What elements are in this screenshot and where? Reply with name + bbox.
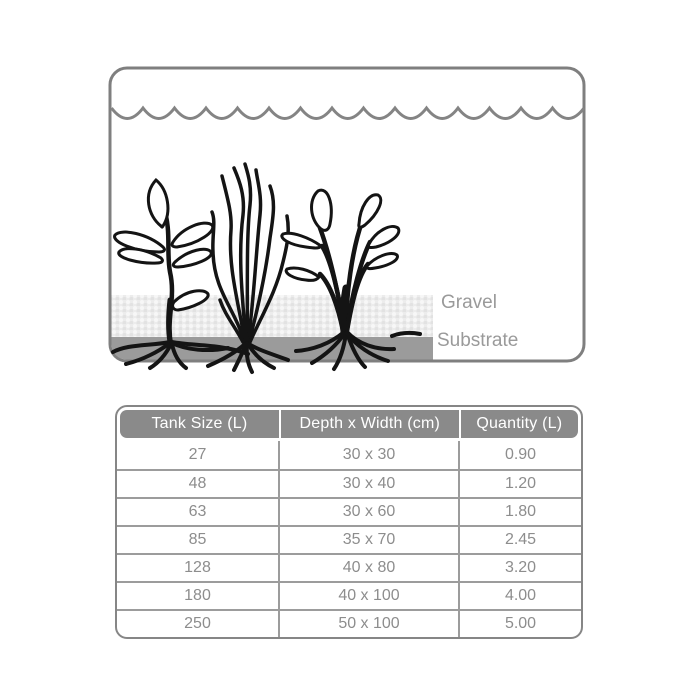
table-row [117, 497, 581, 525]
cell-tank-size: 63 [188, 503, 207, 520]
cell-depth-width: 30 x 60 [278, 499, 458, 525]
cell-quantity: 0.90 [458, 441, 581, 469]
table-row [117, 441, 581, 469]
table-row [117, 469, 581, 497]
cell-tank-size: 250 [184, 615, 211, 632]
table-row [117, 525, 581, 553]
cell-depth-width: 30 x 30 [278, 441, 458, 469]
cell-quantity: 1.20 [458, 471, 581, 497]
cell-quantity: 4.00 [458, 583, 581, 609]
cell-depth-width: 50 x 100 [278, 611, 458, 637]
cell-tank-size: 27 [188, 446, 207, 463]
cell-quantity: 5.00 [458, 611, 581, 637]
cell-tank-size: 85 [188, 531, 207, 548]
gravel-label: Gravel [441, 292, 497, 313]
table-body [117, 441, 581, 637]
table-row [117, 609, 581, 637]
header-quantity: Quantity (L) [461, 410, 578, 438]
cell-depth-width: 30 x 40 [278, 471, 458, 497]
tank-size-table [115, 405, 583, 639]
cell-tank-size: 128 [184, 559, 211, 576]
cell-tank-size: 48 [188, 475, 207, 492]
cell-depth-width: 40 x 100 [278, 583, 458, 609]
cell-quantity: 2.45 [458, 527, 581, 553]
header-tank-size: Tank Size (L) [120, 410, 279, 438]
gravel-layer [111, 295, 433, 338]
cell-quantity: 1.80 [458, 499, 581, 525]
cell-depth-width: 35 x 70 [278, 527, 458, 553]
cell-quantity: 3.20 [458, 555, 581, 581]
table-header-row [120, 410, 578, 438]
cell-tank-size: 180 [184, 587, 211, 604]
table-row [117, 581, 581, 609]
header-depth-width: Depth x Width (cm) [281, 410, 459, 438]
substrate-label: Substrate [437, 330, 519, 351]
table-row [117, 553, 581, 581]
cell-depth-width: 40 x 80 [278, 555, 458, 581]
